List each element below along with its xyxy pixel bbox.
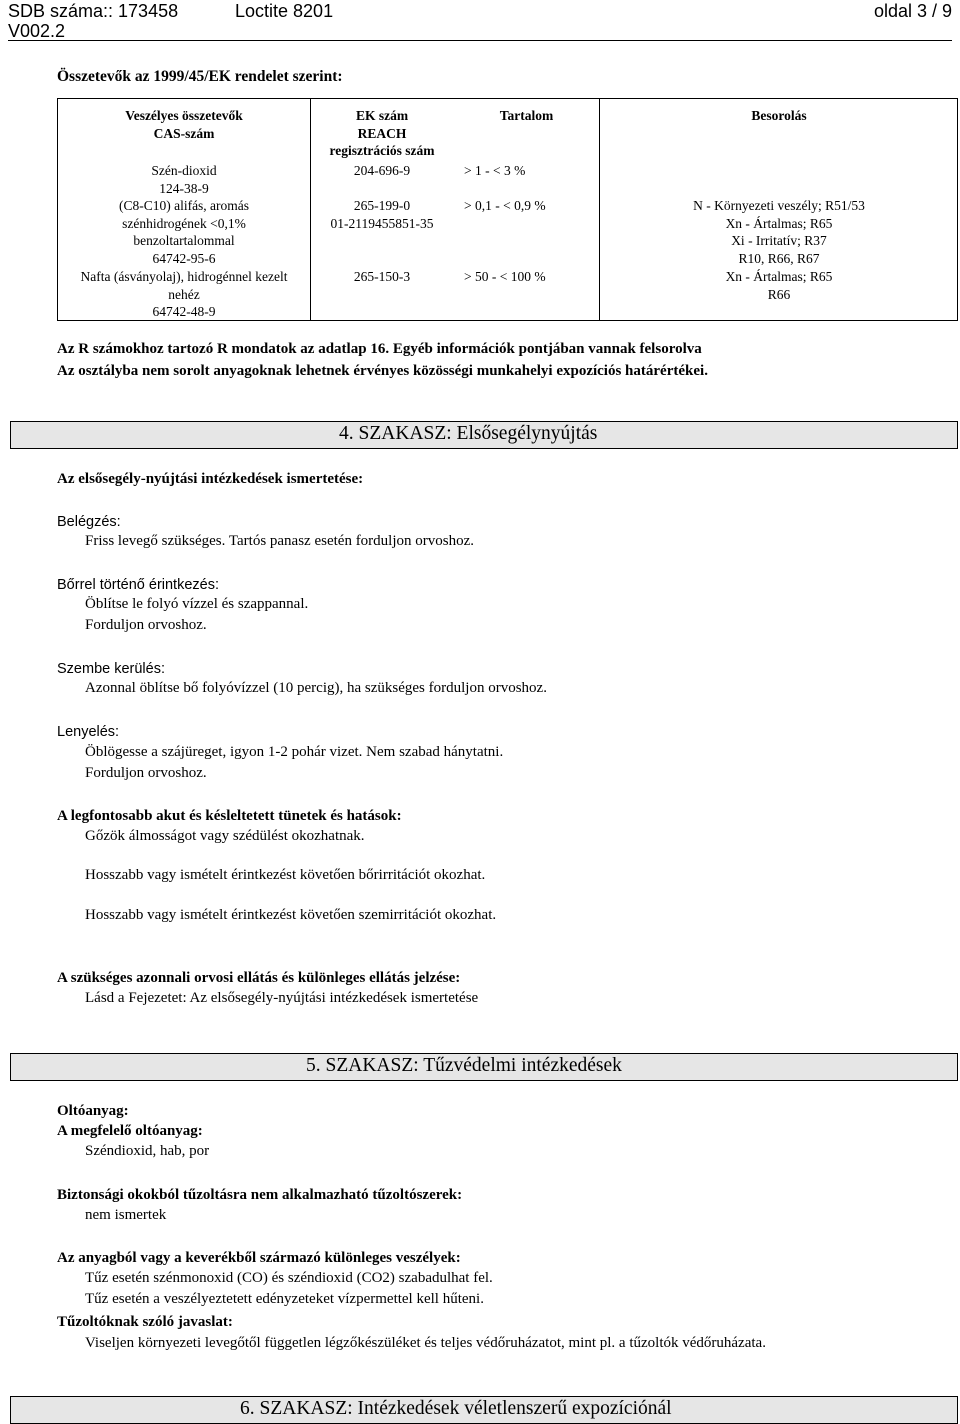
- table-row-2-classification: [599, 197, 959, 267]
- ingredient-name: Szén-dioxid: [151, 163, 217, 178]
- table-row-3-content: > 50 - < 100 %: [464, 269, 546, 284]
- inhalation-text: Friss levegő szükséges. Tartós panasz esetén forduljon orvoshoz.: [85, 533, 475, 549]
- product-name: Loctite 8201: [235, 1, 334, 21]
- classification-line: R10, R66, R67: [738, 250, 820, 266]
- symptoms-text: Gőzök álmosságot vagy szédülést okozhatnak.: [85, 828, 365, 844]
- eye-contact-label: Szembe kerülés:: [57, 661, 165, 677]
- cas-number: 64742-95-6: [152, 250, 216, 266]
- composition-table: [57, 98, 958, 321]
- section-4-title: 4. SZAKASZ: Elsősegélynyújtás: [339, 423, 598, 444]
- cas-number: 124-38-9: [159, 180, 209, 196]
- table-row-3-ingredient: [58, 268, 310, 321]
- special-hazards-title: Az anyagból vagy a keverékből származó különleges veszélyek:: [57, 1250, 461, 1266]
- table-row-2-ingredient: [58, 197, 310, 267]
- firefighter-advice-title: Tűzoltóknak szóló javaslat:: [57, 1314, 233, 1330]
- table-row-3-classification: [599, 268, 959, 303]
- header-ec-line3: regisztrációs szám: [329, 143, 435, 158]
- cas-number: 64742-48-9: [152, 304, 216, 319]
- table-row-2-ec: [310, 197, 454, 232]
- reach-number: 01-2119455851-35: [330, 215, 434, 231]
- classification-line: Xn - Ártalmas; R65: [725, 215, 833, 231]
- table-row-2-content: > 0,1 - < 0,9 %: [464, 198, 546, 213]
- ingredient-name-cont: szénhidrogének <0,1%: [122, 215, 246, 231]
- version: V002.2: [8, 21, 66, 41]
- classification-line: Xn - Ártalmas; R65: [725, 269, 833, 284]
- ingredient-name-cont: nehéz: [168, 286, 200, 302]
- inhalation-label: Belégzés:: [57, 514, 121, 530]
- section-5-title: 5. SZAKASZ: Tűzvédelmi intézkedések: [306, 1055, 622, 1076]
- special-hazards-text: Tűz esetén a veszélyeztetett edényzeteket vízpermettel kell hűteni.: [85, 1291, 484, 1307]
- header-content: Tartalom: [499, 108, 554, 123]
- symptoms-title: A legfontosabb akut és késleltetett tünetek és hatások:: [57, 808, 402, 824]
- document-header: [8, 0, 952, 41]
- header-ec-number: [310, 107, 454, 160]
- table-row-1-content: > 1 - < 3 %: [464, 163, 526, 178]
- sdb-number: SDB száma:: 173458: [8, 1, 179, 21]
- composition-title: Összetevők az 1999/45/EK rendelet szerint:: [57, 68, 343, 85]
- skin-contact-label: Bőrrel történő érintkezés:: [57, 577, 219, 593]
- header-ingredient: [58, 107, 310, 142]
- exposure-limits-note: Az osztályba nem sorolt anyagoknak lehetnek érvényes közösségi munkahelyi expozíciós határértékei.: [57, 363, 708, 379]
- medical-attention-title: A szükséges azonnali orvosi ellátás és különleges ellátás jelzése:: [57, 970, 461, 986]
- symptoms-text: Hosszabb vagy ismételt érintkezést követően bőrirritációt okozhat.: [85, 867, 486, 883]
- skin-contact-text: Öblítse le folyó vízzel és szappannal.: [85, 596, 309, 612]
- ingestion-text: Öblögesse a szájüreget, igyon 1-2 pohár vizet. Nem szabad hánytatni.: [85, 744, 504, 760]
- skin-contact-text: Forduljon orvoshoz.: [85, 617, 207, 633]
- classification-line: N - Környezeti veszély; R51/53: [693, 198, 865, 213]
- eye-contact-text: Azonnal öblítse bő folyóvízzel (10 percig), ha szükséges forduljon orvoshoz.: [85, 680, 547, 696]
- header-classification: Besorolás: [751, 108, 807, 123]
- classification-line: Xi - Irritatív; R37: [731, 233, 827, 248]
- ec-number: 265-199-0: [353, 198, 411, 213]
- section-6-title: 6. SZAKASZ: Intézkedések véletlenszerű expozíciónál: [240, 1398, 672, 1419]
- header-ec-line2: REACH: [357, 125, 407, 141]
- header-ingredient-line2: CAS-szám: [153, 125, 215, 141]
- unsuitable-media-text: nem ismertek: [85, 1207, 167, 1223]
- ingestion-text: Forduljon orvoshoz.: [85, 765, 207, 781]
- suitable-media-text: Széndioxid, hab, por: [85, 1143, 210, 1159]
- suitable-media-title: A megfelelő oltóanyag:: [57, 1123, 203, 1139]
- table-row-3-ec: 265-150-3: [353, 269, 411, 284]
- extinguishing-media-title: Oltóanyag:: [57, 1103, 129, 1119]
- classification-line: R66: [767, 286, 791, 302]
- page-indicator: oldal 3 / 9: [873, 1, 952, 21]
- table-row-1-ingredient: [58, 162, 310, 197]
- medical-attention-text: Lásd a Fejezetet: Az elsősegély-nyújtási intézkedések ismertetése: [85, 990, 479, 1006]
- ingestion-label: Lenyelés:: [57, 724, 120, 740]
- ingredient-name: Nafta (ásványolaj), hidrogénnel kezelt: [80, 269, 288, 284]
- ingredient-name: (C8-C10) alifás, aromás: [118, 198, 250, 213]
- first-aid-intro: Az elsősegély-nyújtási intézkedések ismertetése:: [57, 471, 364, 487]
- r-phrases-note: Az R számokhoz tartozó R mondatok az adatlap 16. Egyéb információk pontjában vannak felsorolva: [57, 341, 702, 357]
- firefighter-advice-text: Viseljen környezeti levegőtől független légzőkészüléket és teljes védőruházatot, mint pl. a tűzoltók védőruházata.: [85, 1335, 766, 1351]
- symptoms-text: Hosszabb vagy ismételt érintkezést követően szemirritációt okozhat.: [85, 907, 497, 923]
- special-hazards-text: Tűz esetén szénmonoxid (CO) és széndioxid (CO2) szabadulhat fel.: [85, 1270, 493, 1286]
- unsuitable-media-title: Biztonsági okokból tűzoltásra nem alkalmazható tűzoltószerek:: [57, 1187, 463, 1203]
- header-ec-line1: EK szám: [355, 108, 409, 123]
- ingredient-name-cont: benzoltartalommal: [133, 233, 235, 248]
- header-ingredient-line1: Veszélyes összetevők: [125, 108, 243, 123]
- table-row-1-ec: 204-696-9: [353, 163, 411, 178]
